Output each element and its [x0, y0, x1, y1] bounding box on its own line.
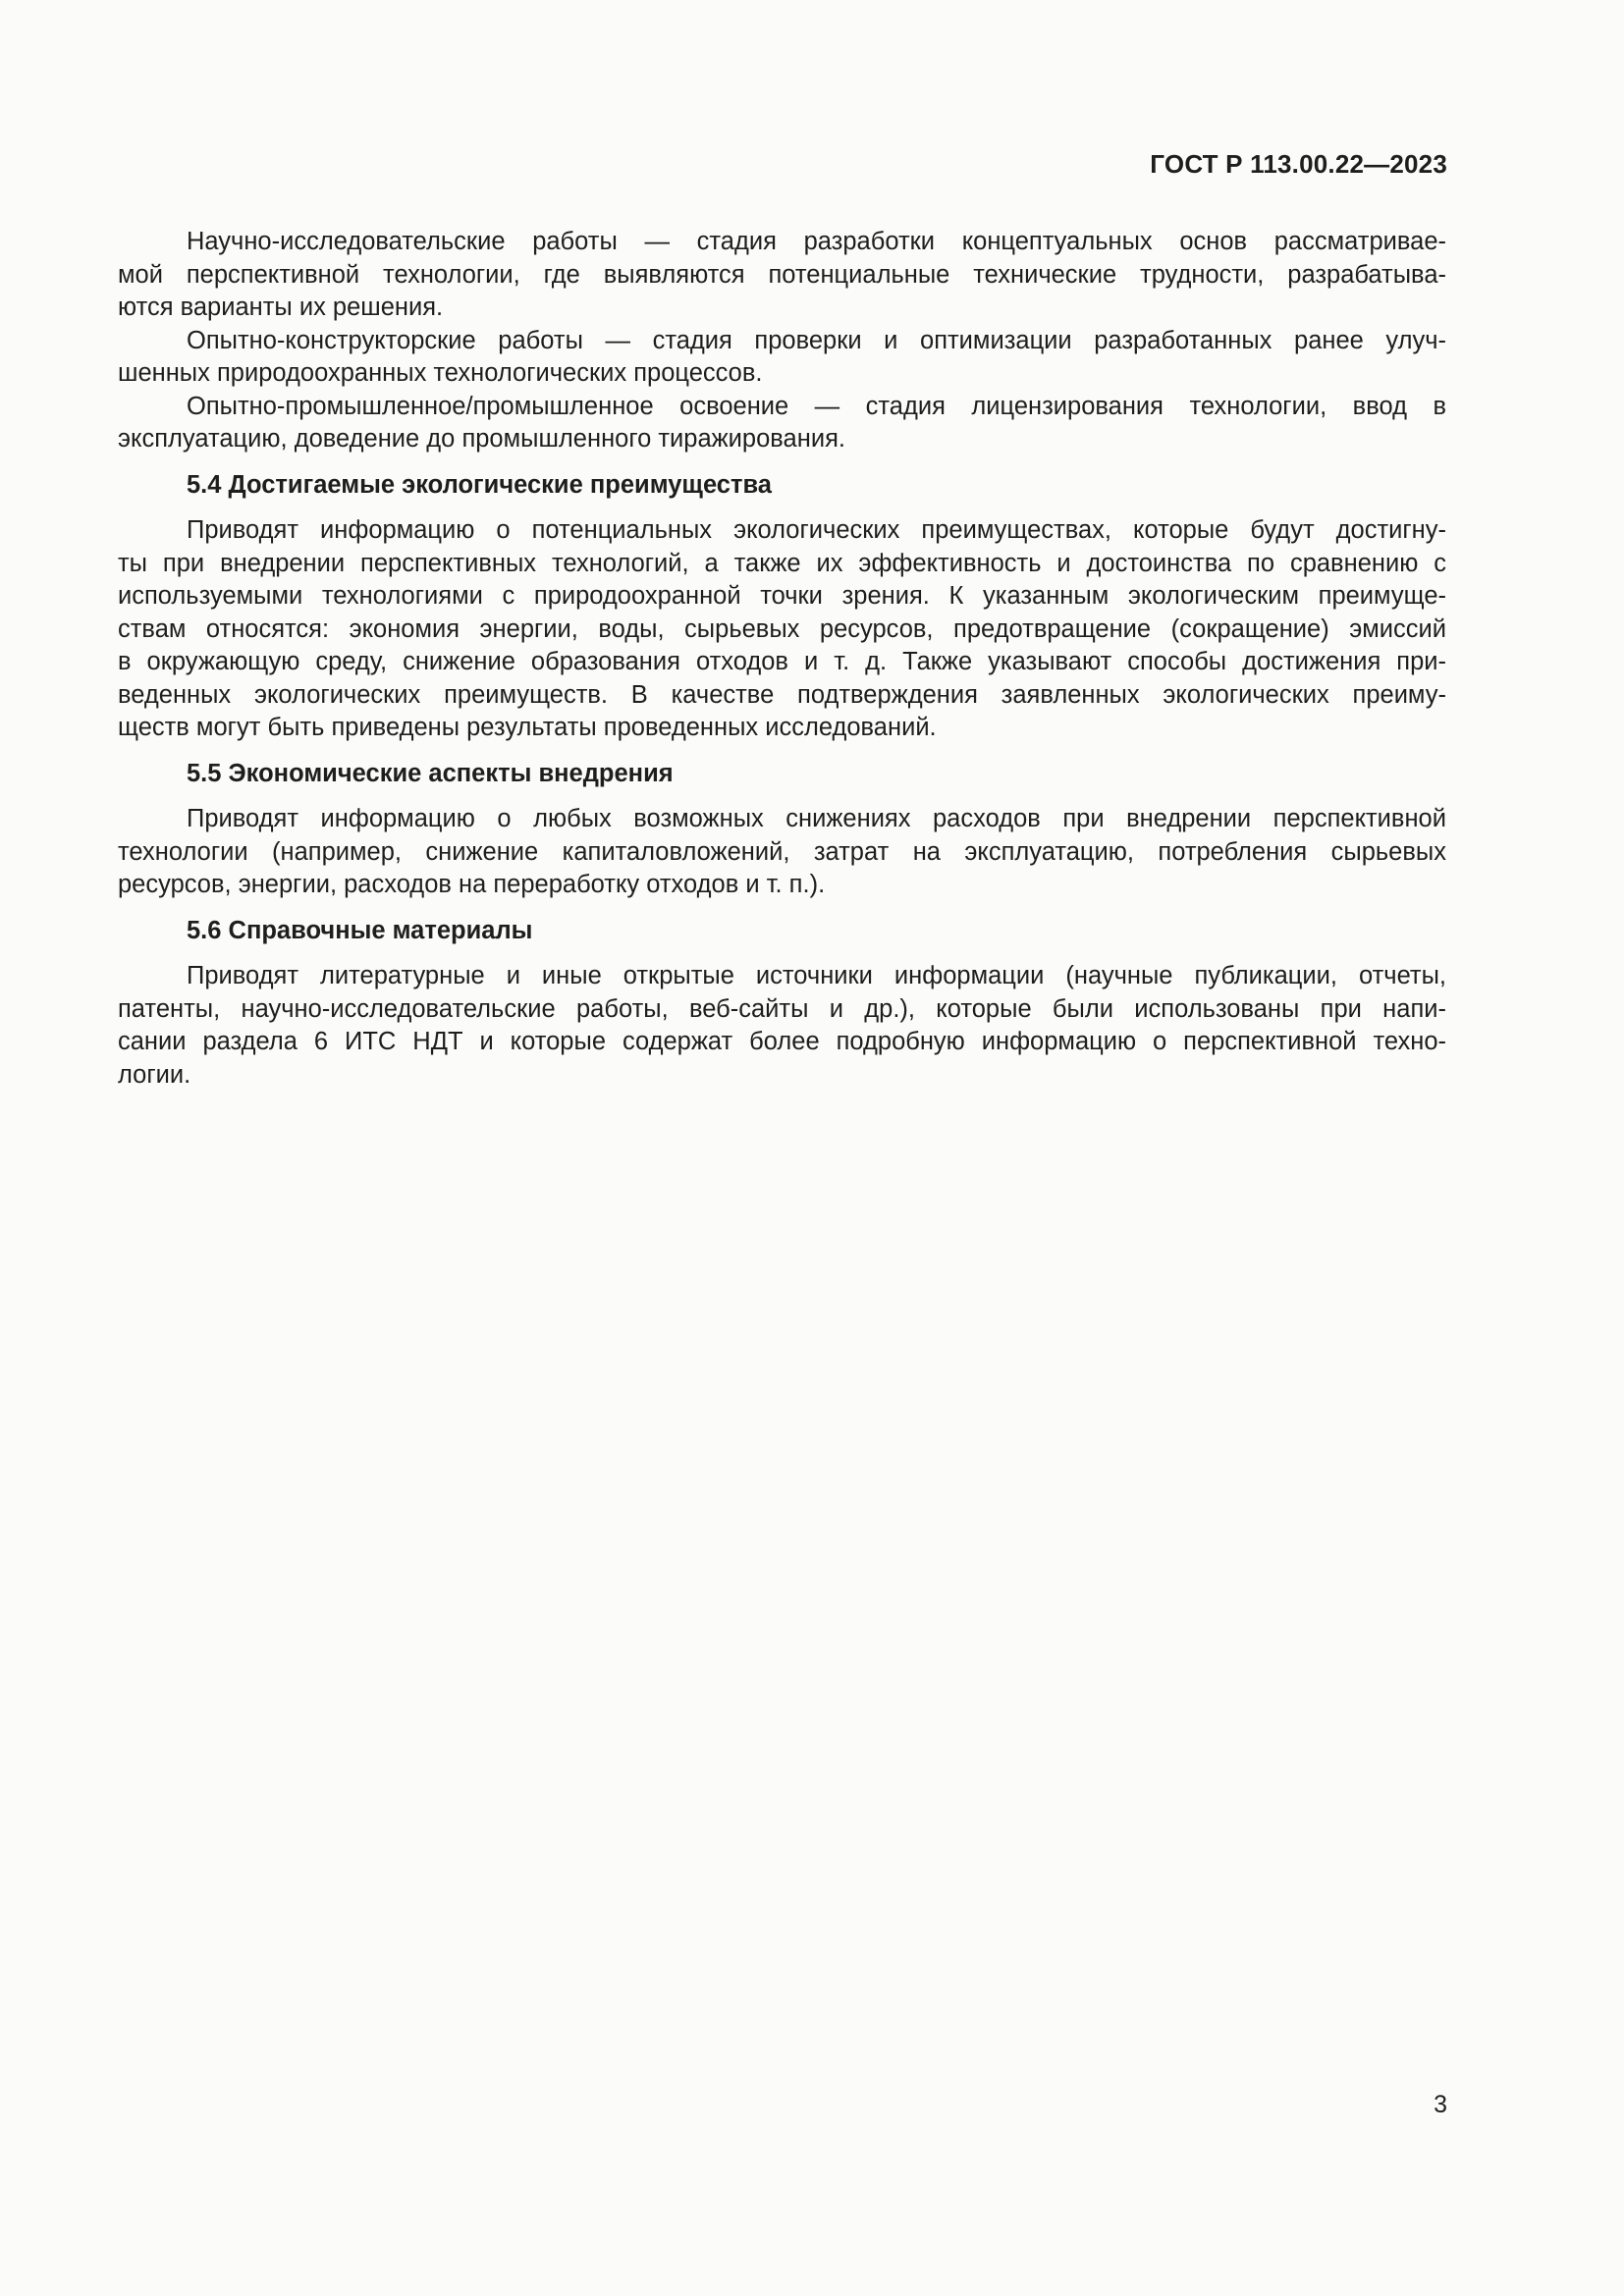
text-line: ществ могут быть приведены результаты проведенных исследований. [118, 714, 937, 741]
text-line: используемыми технологиями с природоохранной точки зрения. К указанным экологическим преимуще- [118, 582, 1446, 610]
paragraph-industrial-stage [118, 391, 1446, 456]
page-number: 3 [1434, 2091, 1447, 2118]
document-body [118, 226, 1446, 1092]
paragraph-rnd-stage [118, 226, 1446, 325]
text-line: патенты, научно-исследовательские работы, веб-сайты и др.), которые были использованы при напи- [118, 994, 1446, 1023]
text-line: веденных экологических преимуществ. В качестве подтверждения заявленных экологических преиму- [118, 680, 1446, 709]
paragraph-references [118, 960, 1446, 1092]
text-line: технологии (например, снижение капиталовложений, затрат на эксплуатацию, потребления сырьевых [118, 837, 1446, 866]
document-id-header: ГОСТ Р 113.00.22—2023 [1150, 149, 1447, 179]
paragraph-design-stage [118, 325, 1446, 391]
text-line: мой перспективной технологии, где выявляются потенциальные технические трудности, разрабатыва- [118, 260, 1446, 289]
section-heading-5-5: 5.5 Экономические аспекты внедрения [187, 759, 674, 787]
text-line: в окружающую среду, снижение образования отходов и т. д. Также указывают способы достижения при- [118, 648, 1446, 675]
section-heading-5-4: 5.4 Достигаемые экологические преимущества [187, 470, 772, 499]
text-line: Приводят литературные и иные открытые источники информации (научные публикации, отчеты, [187, 962, 1446, 989]
text-line: сании раздела 6 ИТС НДТ и которые содержат более подробную информацию о перспективной техно- [118, 1028, 1446, 1055]
section-heading-5-6: 5.6 Справочные материалы [187, 916, 533, 944]
text-line: ются варианты их решения. [118, 294, 444, 321]
text-line: логии. [118, 1060, 191, 1089]
text-line: Опытно-промышленное/промышленное освоение — стадия лицензирования технологии, ввод в [187, 392, 1446, 420]
text-line: Опытно-конструкторские работы — стадия проверки и оптимизации разработанных ранее улуч- [187, 326, 1446, 354]
text-line: ресурсов, энергии, расходов на переработку отходов и т. п.). [118, 871, 826, 898]
text-line: ствам относятся: экономия энергии, воды, сырьевых ресурсов, предотвращение (сокращение) эмиссий [118, 614, 1446, 643]
text-line: Приводят информацию о любых возможных снижениях расходов при внедрении перспективной [187, 805, 1446, 832]
paragraph-economic-aspects [118, 803, 1446, 902]
text-line: Приводят информацию о потенциальных экологических преимуществах, которые будут достигну- [187, 516, 1446, 544]
text-line: эксплуатацию, доведение до промышленного тиражирования. [118, 425, 845, 453]
text-line: Научно-исследовательские работы — стадия разработки концептуальных основ рассматривае- [187, 228, 1446, 255]
text-line: ты при внедрении перспективных технологий, а также их эффективность и достоинства по сравнению с [118, 549, 1446, 577]
paragraph-eco-benefits [118, 514, 1446, 745]
text-line: шенных природоохранных технологических процессов. [118, 359, 763, 387]
